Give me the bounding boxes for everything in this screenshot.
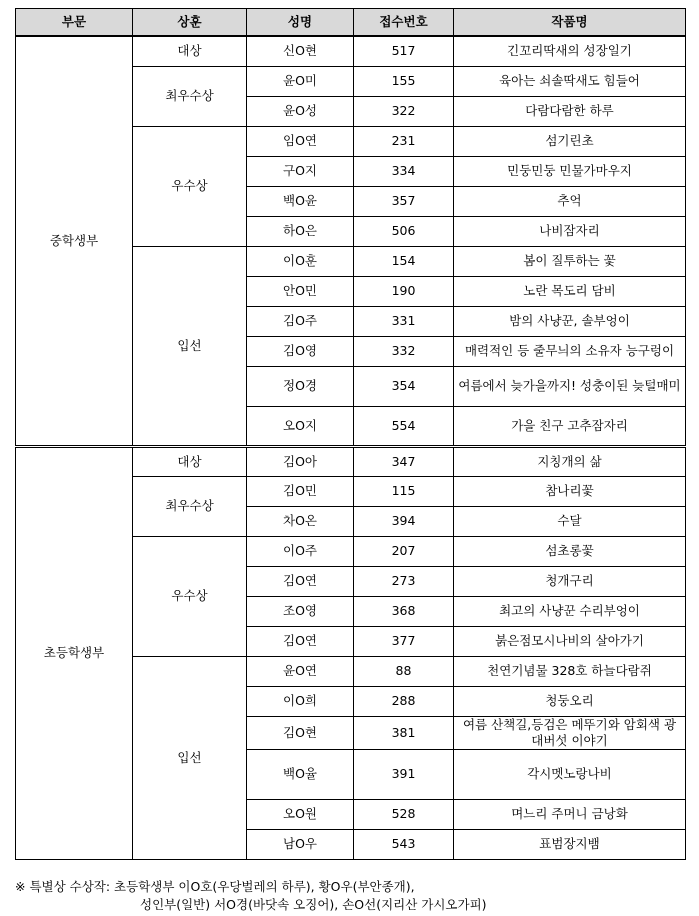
work-title-cell: 밤의 사냥꾼, 솔부엉이 (454, 306, 686, 336)
table-row (16, 446, 686, 476)
award-cell: 최우수상 (133, 66, 247, 126)
entry-number-cell: 288 (354, 686, 454, 716)
awards-table (15, 8, 686, 860)
work-title-cell: 지칭개의 삶 (454, 446, 686, 476)
award-cell: 입선 (133, 656, 247, 859)
award-cell: 우수상 (133, 536, 247, 656)
work-title-cell: 며느리 주머니 금낭화 (454, 799, 686, 829)
special-award-note (15, 878, 695, 914)
name-cell: 김O주 (247, 306, 354, 336)
entry-number-cell: 381 (354, 716, 454, 749)
work-title-cell: 여름에서 늦가을까지! 성충이된 늦털매미 (454, 366, 686, 406)
entry-number-cell: 115 (354, 476, 454, 506)
award-cell: 우수상 (133, 126, 247, 246)
name-cell: 오O지 (247, 406, 354, 446)
note-line-1: ※ 특별상 수상작: 초등학생부 이O호(우당벌레의 하루), 황O우(부안종개), (15, 879, 415, 894)
name-cell: 김O영 (247, 336, 354, 366)
name-cell: 이O훈 (247, 246, 354, 276)
name-cell: 김O연 (247, 626, 354, 656)
work-title-cell: 긴꼬리딱새의 성장일기 (454, 36, 686, 66)
name-cell: 백O율 (247, 749, 354, 799)
work-title-cell: 민둥민둥 민물가마우지 (454, 156, 686, 186)
work-title-cell: 추억 (454, 186, 686, 216)
entry-number-cell: 528 (354, 799, 454, 829)
name-cell: 임O연 (247, 126, 354, 156)
name-cell: 윤O연 (247, 656, 354, 686)
name-cell: 김O민 (247, 476, 354, 506)
work-title-cell: 각시멧노랑나비 (454, 749, 686, 799)
name-cell: 김O현 (247, 716, 354, 749)
header-row (16, 9, 686, 37)
award-cell: 최우수상 (133, 476, 247, 536)
entry-number-cell: 391 (354, 749, 454, 799)
table-header (16, 9, 686, 37)
entry-number-cell: 517 (354, 36, 454, 66)
work-title-cell: 봄이 질투하는 꽃 (454, 246, 686, 276)
work-title-cell: 청개구리 (454, 566, 686, 596)
header-name: 성명 (247, 9, 354, 37)
award-cell: 대상 (133, 36, 247, 66)
entry-number-cell: 231 (354, 126, 454, 156)
entry-number-cell: 368 (354, 596, 454, 626)
division-cell: 중학생부 (16, 36, 133, 446)
award-cell: 입선 (133, 246, 247, 446)
division-cell: 초등학생부 (16, 446, 133, 859)
name-cell: 구O지 (247, 156, 354, 186)
entry-number-cell: 332 (354, 336, 454, 366)
work-title-cell: 섬초롱꽃 (454, 536, 686, 566)
entry-number-cell: 331 (354, 306, 454, 336)
name-cell: 김O아 (247, 446, 354, 476)
name-cell: 차O온 (247, 506, 354, 536)
header-award: 상훈 (133, 9, 247, 37)
work-title-cell: 여름 산책길,등검은 메뚜기와 암회색 광대버섯 이야기 (454, 716, 686, 749)
entry-number-cell: 155 (354, 66, 454, 96)
work-title-cell: 매력적인 등 줄무늬의 소유자 능구렁이 (454, 336, 686, 366)
entry-number-cell: 394 (354, 506, 454, 536)
name-cell: 하O은 (247, 216, 354, 246)
header-work-title: 작품명 (454, 9, 686, 37)
header-division: 부문 (16, 9, 133, 37)
name-cell: 김O연 (247, 566, 354, 596)
header-entry-number: 접수번호 (354, 9, 454, 37)
name-cell: 백O윤 (247, 186, 354, 216)
entry-number-cell: 357 (354, 186, 454, 216)
name-cell: 오O원 (247, 799, 354, 829)
work-title-cell: 최고의 사냥꾼 수리부엉이 (454, 596, 686, 626)
work-title-cell: 붉은점모시나비의 살아가기 (454, 626, 686, 656)
entry-number-cell: 543 (354, 829, 454, 859)
name-cell: 정O경 (247, 366, 354, 406)
name-cell: 이O주 (247, 536, 354, 566)
work-title-cell: 섬기린초 (454, 126, 686, 156)
work-title-cell: 참나리꽃 (454, 476, 686, 506)
name-cell: 윤O미 (247, 66, 354, 96)
entry-number-cell: 354 (354, 366, 454, 406)
name-cell: 신O현 (247, 36, 354, 66)
entry-number-cell: 554 (354, 406, 454, 446)
entry-number-cell: 154 (354, 246, 454, 276)
name-cell: 이O희 (247, 686, 354, 716)
work-title-cell: 나비잠자리 (454, 216, 686, 246)
work-title-cell: 수달 (454, 506, 686, 536)
name-cell: 조O영 (247, 596, 354, 626)
table-row (16, 36, 686, 66)
entry-number-cell: 377 (354, 626, 454, 656)
entry-number-cell: 88 (354, 656, 454, 686)
work-title-cell: 다람다람한 하루 (454, 96, 686, 126)
name-cell: 남O우 (247, 829, 354, 859)
entry-number-cell: 207 (354, 536, 454, 566)
entry-number-cell: 273 (354, 566, 454, 596)
name-cell: 윤O성 (247, 96, 354, 126)
entry-number-cell: 190 (354, 276, 454, 306)
work-title-cell: 가을 친구 고추잠자리 (454, 406, 686, 446)
note-line-2: 성인부(일반) 서O경(바닷속 오징어), 손O선(지리산 가시오가피) (140, 897, 487, 912)
work-title-cell: 천연기념물 328호 하늘다람쥐 (454, 656, 686, 686)
entry-number-cell: 322 (354, 96, 454, 126)
table-body (16, 36, 686, 859)
work-title-cell: 청둥오리 (454, 686, 686, 716)
name-cell: 안O민 (247, 276, 354, 306)
work-title-cell: 노란 목도리 담비 (454, 276, 686, 306)
work-title-cell: 표범장지뱀 (454, 829, 686, 859)
entry-number-cell: 334 (354, 156, 454, 186)
entry-number-cell: 506 (354, 216, 454, 246)
entry-number-cell: 347 (354, 446, 454, 476)
award-cell: 대상 (133, 446, 247, 476)
work-title-cell: 육아는 쇠솔딱새도 힘들어 (454, 66, 686, 96)
